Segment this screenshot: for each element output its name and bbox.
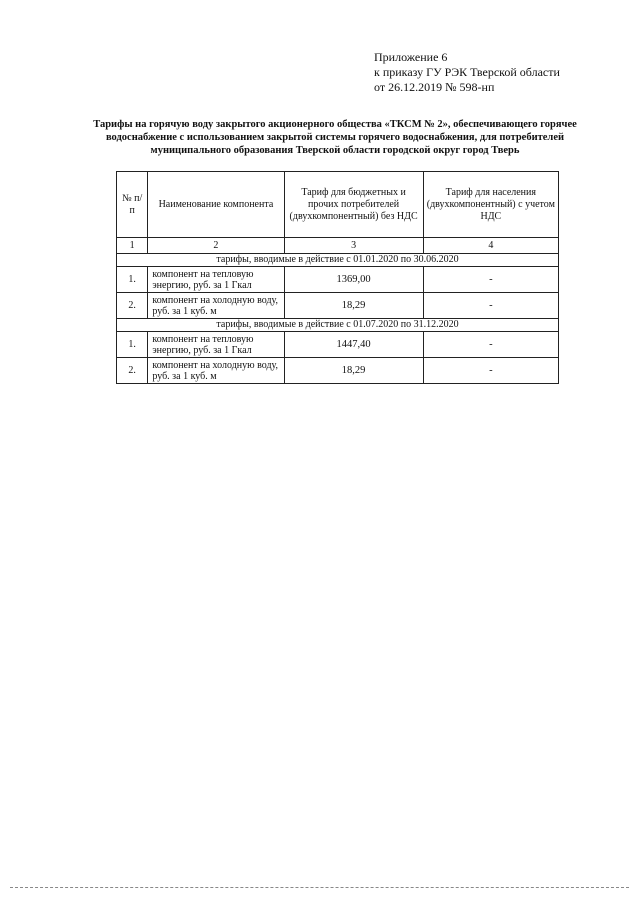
table-row [117,332,559,358]
header-budget-tariff: Тариф для бюджетных и прочих потребителей (двухкомпонентный) без НДС [284,172,423,238]
tariff-table [116,171,559,384]
column-number: 3 [284,238,423,254]
header-population-tariff: Тариф для населения (двухкомпонентный) с учетом НДС [423,172,558,238]
component-name: компонент на холодную воду, руб. за 1 куб. м [148,293,284,319]
component-name: компонент на тепловую энергию, руб. за 1 Гкал [148,332,284,358]
period-row [117,319,559,332]
budget-tariff-value: 18,29 [284,358,423,384]
column-number-row [117,238,559,254]
row-number: 1. [117,332,148,358]
table-row [117,358,559,384]
table-row [117,267,559,293]
document-title: Тарифы на горячую воду закрытого акционерного общества «ТКСМ № 2», обеспечивающего горячее водоснабжение с использованием закрытой системы горячего водоснабжения, для потребителей муниципального образования Тверской области городской округ город Тверь [93,119,577,156]
column-number: 1 [117,238,148,254]
budget-tariff-value: 1447,40 [284,332,423,358]
budget-tariff-value: 1369,00 [284,267,423,293]
scan-edge-line [10,887,629,888]
column-number: 4 [423,238,558,254]
header-number: № п/п [117,172,148,238]
population-tariff-value: - [423,267,558,293]
table-header-row [117,172,559,238]
period-label: тарифы, вводимые в действие с 01.07.2020 по 31.12.2020 [117,319,559,332]
row-number: 1. [117,267,148,293]
component-name: компонент на холодную воду, руб. за 1 куб. м [148,358,284,384]
column-number: 2 [148,238,284,254]
component-name: компонент на тепловую энергию, руб. за 1 Гкал [148,267,284,293]
table-row [117,293,559,319]
appendix-line-3: от 26.12.2019 № 598-нп [374,80,495,94]
header-component: Наименование компонента [148,172,284,238]
population-tariff-value: - [423,293,558,319]
appendix-line-1: Приложение 6 [374,50,448,64]
population-tariff-value: - [423,358,558,384]
period-label: тарифы, вводимые в действие с 01.01.2020 по 30.06.2020 [117,254,559,267]
period-row [117,254,559,267]
appendix-line-2: к приказу ГУ РЭК Тверской области [374,65,560,79]
population-tariff-value: - [423,332,558,358]
budget-tariff-value: 18,29 [284,293,423,319]
row-number: 2. [117,293,148,319]
row-number: 2. [117,358,148,384]
appendix-block [374,50,560,95]
